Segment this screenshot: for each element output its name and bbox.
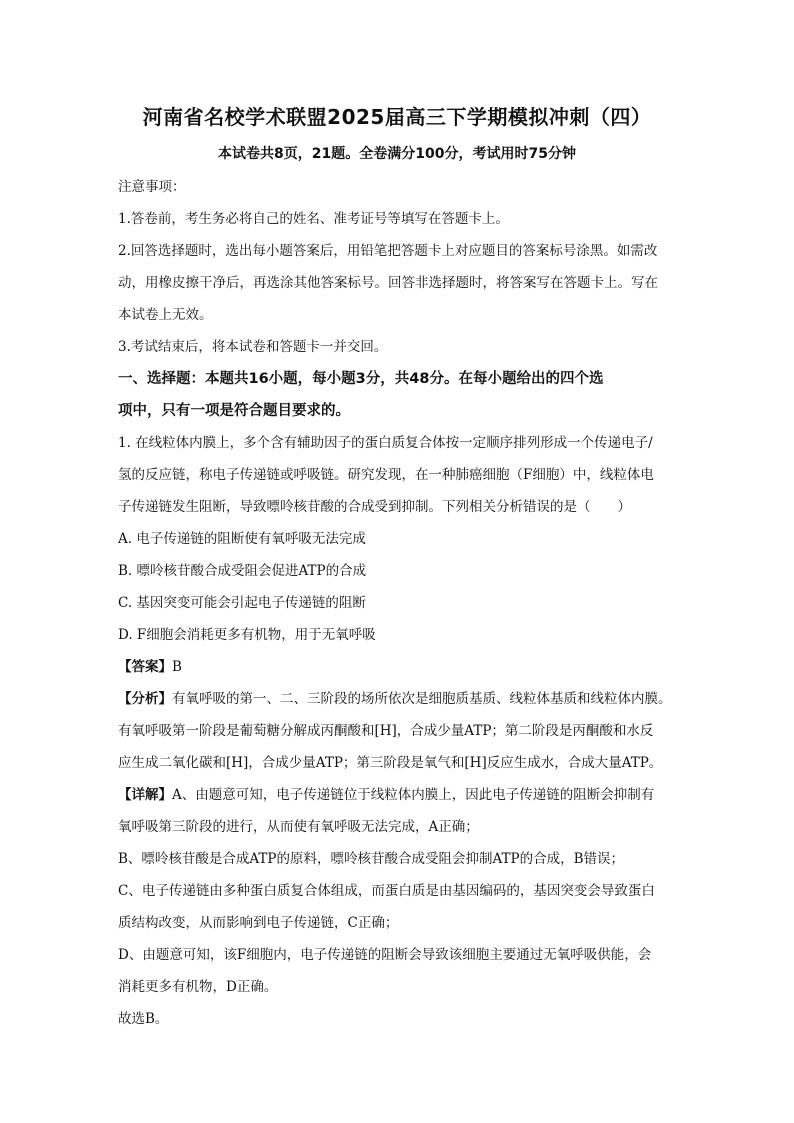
option-a: A. 电子传递链的阻断使有氧呼吸无法完成	[118, 531, 366, 547]
exam-subtitle: 本试卷共8页，21题。全卷满分100分，考试用时75分钟	[218, 146, 576, 162]
answer-value: B	[172, 659, 182, 675]
analysis-line: 应生成二氧化碳和[H]，合成少量ATP；第三阶段是氧气和[H]反应生成水，合成大量ATP。	[118, 755, 663, 771]
section-heading: 项中，只有一项是符合题目要求的。	[118, 403, 350, 419]
detail-line	[118, 779, 683, 811]
detail-line: 消耗更多有机物，D正确。	[118, 979, 278, 995]
analysis-line: 有氧呼吸第一阶段是葡萄糖分解成丙酮酸和[H]，合成少量ATP；第二阶段是丙酮酸和水反	[118, 723, 654, 739]
answer-line	[118, 651, 683, 683]
option-d: D. F细胞会消耗更多有机物，用于无氧呼吸	[118, 627, 376, 643]
note-line: 1.答卷前，考生务必将自己的姓名、准考证号等填写在答题卡上。	[118, 211, 509, 227]
note-line: 3.考试结束后，将本试卷和答题卡一并交回。	[118, 339, 388, 355]
note-line: 动，用橡皮擦干净后，再选涂其他答案标号。回答非选择题时，将答案写在答题卡上。写在	[118, 275, 658, 291]
analysis-line	[118, 683, 683, 715]
answer-tag: 【答案】	[118, 659, 172, 675]
analysis-text: 有氧呼吸的第一、二、三阶段的场所依次是细胞质基质、线粒体基质和线粒体内膜。	[172, 691, 672, 707]
detail-line: C、电子传递链由多种蛋白质复合体组成，而蛋白质是由基因编码的，基因突变会导致蛋白	[118, 883, 655, 899]
option-c: C. 基因突变可能会引起电子传递链的阻断	[118, 595, 366, 611]
document-body	[118, 171, 683, 1035]
section-heading: 一、选择题：本题共16小题，每小题3分，共48分。在每小题给出的四个选	[118, 371, 604, 387]
option-b: B. 嘌呤核苷酸合成受阻会促进ATP的合成	[118, 563, 367, 579]
detail-tag: 【详解】	[118, 787, 172, 803]
note-line: 本试卷上无效。	[118, 307, 213, 323]
detail-line: 质结构改变，从而影响到电子传递链，C正确；	[118, 915, 399, 931]
detail-line: 氧呼吸第三阶段的进行，从而使有氧呼吸无法完成，A正确；	[118, 819, 479, 835]
detail-text: A、由题意可知，电子传递链位于线粒体内膜上，因此电子传递链的阻断会抑制有	[172, 787, 655, 803]
conclusion-line: 故选B。	[118, 1011, 169, 1027]
exam-title: 河南省名校学术联盟2025届高三下学期模拟冲刺（四）	[142, 105, 652, 129]
question-stem: 1. 在线粒体内膜上，多个含有辅助因子的蛋白质复合体按一定顺序排列形成一个传递电子/	[118, 435, 653, 451]
note-line: 2.回答选择题时，选出每小题答案后，用铅笔把答题卡上对应题目的答案标号涂黑。如需改	[118, 243, 658, 259]
question-stem: 氢的反应链，称电子传递链或呼吸链。研究发现，在一种肺癌细胞（F细胞）中，线粒体电	[118, 467, 654, 483]
question-stem: 子传递链发生阻断，导致嘌呤核苷酸的合成受到抑制。下列相关分析错误的是（ ）	[118, 499, 631, 515]
notes-heading: 注意事项：	[118, 179, 186, 195]
detail-line: D、由题意可知，该F细胞内，电子传递链的阻断会导致该细胞主要通过无氧呼吸供能，会	[118, 947, 652, 963]
analysis-tag: 【分析】	[118, 691, 172, 707]
detail-line: B、嘌呤核苷酸是合成ATP的原料，嘌呤核苷酸合成受阻会抑制ATP的合成，B错误；	[118, 851, 625, 867]
